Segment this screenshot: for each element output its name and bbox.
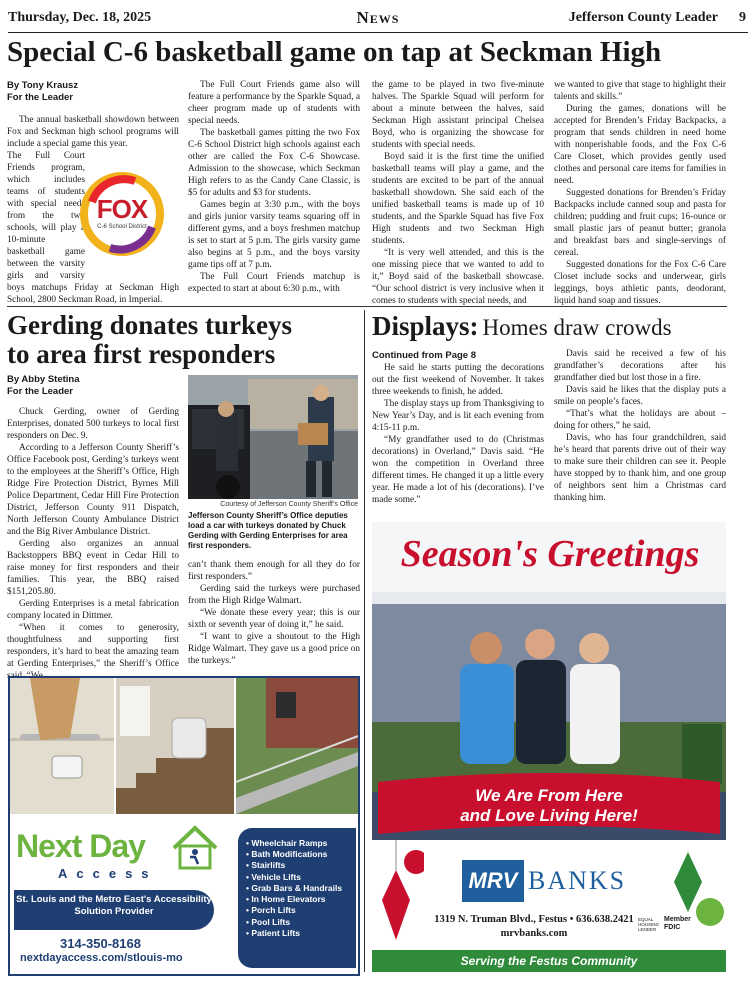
paragraph: The Full Court Friends matchup is expected to start at about 6:30 p.m., with — [188, 271, 360, 294]
paragraph: “That’s what the holidays are about – doing for others,” he said. — [554, 408, 726, 431]
page-number: 9 — [739, 10, 746, 25]
service-item: • In Home Elevators — [246, 894, 326, 905]
paragraph: Gerding also organizes an annual Backstoppers BBQ event in Cedar Hill to raise money for first responders and their families. This year, the BBQ raised $151,205.80. — [7, 538, 179, 597]
bank-slogan — [372, 786, 726, 827]
paragraph: Suggested donations for Brenden’s Friday Backpacks include canned soup and pasta for children; pudding and fruit cups; 16-ounce or small plastic jars of peanut butter; granola and breakfast bars and single-servings of cereal. — [554, 187, 726, 258]
ad-photo-ramp — [236, 678, 358, 814]
fdic-badge: Member FDIC — [664, 916, 691, 931]
service-item: • Porch Lifts — [246, 905, 296, 916]
nda-tagline: St. Louis and the Metro East's Accessibility Solution Provider — [14, 890, 214, 930]
article2-author-role: For the Leader — [7, 385, 73, 397]
seasons-greetings: Season's Greetings — [400, 533, 700, 575]
slogan-line1: We Are From Here — [475, 786, 623, 805]
article3-headline-rest: Homes draw crowds — [482, 315, 672, 340]
paragraph: “It is very well attended, and this is the one missing piece that we wanted to add to it,” Boyd said of the basketball showcase. “Our school district is very inclusive when it comes to students with special needs, and — [372, 247, 544, 306]
fox-c6-logo — [80, 172, 164, 256]
nda-house-icon — [170, 824, 220, 870]
service-item: • Pool Lifts — [246, 916, 291, 927]
paragraph: Davis, who has four grandchildren, said he’s heard that parents drive out of their way to make sure their children can see it. People have stopped by to thank him, and one group of neighbors sent him a Christmas card thanking him. — [554, 432, 726, 503]
nda-brand-line1: Next Day — [16, 828, 145, 864]
article1-byline — [7, 80, 97, 104]
turkey-donation-photo — [188, 375, 358, 499]
tent-valance — [372, 592, 726, 604]
service-item: • Stairlifts — [246, 860, 286, 871]
paragraph: “We donate these every year; this is our sixth or seventh year of doing it,” he said. — [188, 607, 360, 630]
column-divider — [364, 310, 365, 972]
grab-bar-photo-icon — [10, 678, 114, 814]
mrv-banks-ad[interactable] — [372, 522, 726, 972]
page-header — [8, 6, 748, 33]
paragraph: Gerding said the turkeys were purchased from the High Ridge Walmart. — [188, 583, 360, 606]
article3-col1 — [372, 363, 544, 507]
paragraph: He said he starts putting the decorations out the first weekend of November. It takes three weekends to finish, he added. — [372, 363, 544, 397]
service-item: • Vehicle Lifts — [246, 871, 301, 882]
article1-col2 — [188, 80, 360, 296]
paragraph: the game to be played in two five-minute halves. The Sparkle Squad will perform for about a minute between the halves, said Seckman High assistant principal Chelsea Boyd, who is organizing the showcase for students with special needs. — [372, 80, 544, 150]
paragraph: Chuck Gerding, owner of Gerding Enterprises, donated 500 turkeys to local first responders on Dec. 9. — [7, 407, 179, 441]
ornament-right-icon — [672, 852, 726, 952]
nda-phone[interactable]: 314-350-8168 — [60, 936, 141, 951]
mrv-logo: MRV — [462, 860, 524, 902]
service-item: • Grab Bars & Handrails — [246, 882, 343, 893]
photo-caption: Jefferson County Sheriff’s Office deputies load a car with turkeys donated by Chuck Gerding with Gerding Enterprises for area first responders. — [188, 511, 348, 550]
paper-name: Jefferson County Leader — [568, 10, 718, 25]
photo-illustration — [188, 375, 358, 499]
next-day-access-ad[interactable] — [8, 676, 360, 976]
article2-col2 — [188, 560, 360, 668]
article2-headline-line2: to area first responders — [7, 339, 276, 370]
article1-author-role: For the Leader — [7, 91, 73, 103]
section-divider — [7, 306, 727, 307]
paragraph: The display stays up from Thanksgiving to New Year’s Day, and is lit each evening from 4:15-11 p.m. — [372, 398, 544, 433]
paragraph: Boyd said it is the first time the unified basketball teams will play a game, and the students are excited to be part of the annual basketball showdown. She said each of the unified basketball teams is made up of 10 students, and the Sparkle Squad has five Fox High students and two Seckman High students. — [372, 151, 544, 246]
article1-col3 — [372, 80, 544, 308]
paragraph: “I want to give a shoutout to the High Ridge Walmart. They gave us a good price on the turkeys.” — [188, 631, 360, 666]
paragraph: can’t thank them enough for all they do for first responders.” — [188, 560, 360, 582]
nda-website[interactable]: nextdayaccess.com/stlouis-mo — [20, 952, 183, 964]
article2-col1 — [7, 407, 179, 683]
article1-author: By Tony Krausz — [7, 80, 79, 91]
bank-footer: Serving the Festus Community — [372, 950, 726, 972]
nda-brand-line2: Access — [58, 866, 158, 881]
ad-photo-stairlift — [116, 678, 234, 814]
paragraph: Davis said he received a few of his grandfather’s decorations after his grandfather died but lost those in a fire. — [554, 349, 726, 383]
fox-logo-text: FOX — [96, 194, 148, 224]
paragraph: During the games, donations will be accepted for Brenden’s Friday Backpacks, a program that sends children in need home with nonperishable foods, and the Fox C-6 Care Closet, which provides gently used clothes and personal care items for families in need. — [554, 103, 726, 186]
paragraph: Davis said he likes that the display puts a smile on people’s faces. — [554, 384, 726, 407]
slogan-line2: and Love Living Here! — [460, 806, 638, 826]
section-name: News — [356, 8, 400, 27]
ad-photo-grab-bar — [10, 678, 114, 814]
bank-address: 1319 N. Truman Blvd., Festus • 636.638.2421 — [434, 914, 634, 925]
paragraph: we wanted to give that stage to highlight their talents and skills.” — [554, 80, 726, 102]
paragraph: According to a Jefferson County Sheriff’s Office Facebook post, Gerding’s turkeys went to the employees at the Sheriff’s Office, High Ridge Fire Protection District, Byrnes Mill Police Department, Cedar Hill Fire Protection District, Jefferson County 911 Dispatch, North Jefferson County Ambulance District and the Big River Ambulance District. — [7, 442, 179, 537]
stairlift-photo-icon — [116, 678, 234, 814]
paragraph: “When it comes to generosity, thoughtfulness and supporting first responders, it’s hard to beat the amazing team at Gerding Enterprises,” the Sheriff’s Office — [7, 622, 179, 669]
article2-author: By Abby Stetina — [7, 374, 80, 385]
paragraph: “My grandfather used to do (Christmas decorations) in Overland,” Davis said. “He won the competition in Overland three different times. He changed it up a little every year. He made a lot of his (decorations). I’ve made some.” — [372, 434, 544, 505]
service-item: • Wheelchair Ramps — [246, 838, 328, 848]
continued-note: Continued from Page 8 — [372, 350, 476, 361]
article3-headline-bold: Displays: — [372, 311, 479, 341]
article1-headline: Special C-6 basketball game on tap at Seckman High — [7, 36, 662, 68]
ramp-photo-icon — [236, 678, 358, 814]
article3-col2 — [554, 349, 726, 505]
paragraph: Suggested donations for the Fox C-6 Care Closet include socks and underwear, girls leggings, boys athletic pants, deodorant, liquid hand soap and tissues. — [554, 259, 726, 306]
fox-logo-subtext: C-6 School District — [97, 224, 147, 230]
nda-services-list — [238, 828, 356, 968]
service-item: • Patient Lifts — [246, 927, 300, 938]
bank-website[interactable]: mrvbanks.com — [500, 928, 568, 939]
paragraph: The basketball games pitting the two Fox C-6 School District high schools against each other are called the Fox C-6 Showcase. Admission to the showcase, which Seckman High refers to as the Candy Cane Classic, is $5 for adults and $3 for students. — [188, 127, 360, 198]
article1-col4 — [554, 80, 726, 308]
equal-housing-lender: EQUAL HOUSING LENDER — [638, 917, 660, 932]
article3-headline — [372, 311, 672, 342]
article2-byline — [7, 374, 107, 398]
paragraph: The annual basketball showdown between Fox and Seckman high school programs will include a special game this year. — [7, 115, 179, 149]
paragraph: Gerding Enterprises is a metal fabrication company located in Dittmer. — [7, 598, 179, 621]
bank-name: BANKS — [528, 866, 627, 895]
article2-headline-line1: Gerding donates turkeys — [7, 310, 293, 340]
service-item: • Bath Modifications — [246, 849, 328, 860]
photo-credit: Courtesy of Jefferson County Sheriff’s Office — [220, 501, 358, 508]
article2-headline — [7, 311, 292, 369]
issue-date: Thursday, Dec. 18, 2025 — [8, 10, 152, 25]
paragraph: The Full Court Friends game also will feature a performance by the Sparkle Squad, a cheer program made up of students with special needs. — [188, 80, 360, 126]
paragraph: Games begin at 3:30 p.m., with the boys and girls junior varsity teams squaring off in different gyms, and a boys freshmen matchup is set to start at 5 p.m. The girls varsity game also begins at 5 p.m., and the boys varsity game tips off at 7 p.m. — [188, 199, 360, 270]
paragraph-text: The Full Court Friends program, which includes teams of students with special needs from the two schools, will play a 10-minute basketball game between the varsity girls and varsity boys matchups Friday at Seckman High School, 2800 Seckman Road, in Imperial. — [7, 150, 179, 305]
